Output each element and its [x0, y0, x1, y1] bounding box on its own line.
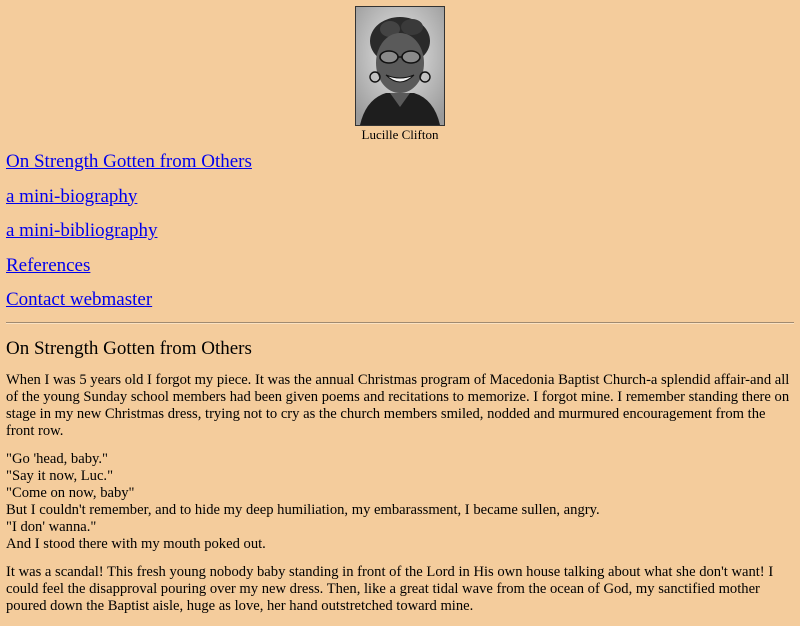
- article-title: On Strength Gotten from Others: [6, 338, 252, 359]
- article-dialogue: [6, 451, 796, 553]
- nav-link-mini-bibliography[interactable]: a mini-bibliography: [6, 220, 158, 241]
- article: [6, 337, 796, 626]
- nav-link-mini-biography[interactable]: a mini-biography: [6, 185, 138, 207]
- dialogue-line: But I couldn't remember, and to hide my deep humiliation, my embarassment, I became sullen, angry.: [6, 502, 600, 518]
- navigation-links: [6, 150, 252, 323]
- nav-link-on-strength[interactable]: On Strength Gotten from Others: [6, 151, 252, 172]
- nav-link-references[interactable]: References: [6, 254, 91, 276]
- author-photo: [355, 6, 445, 126]
- photo-caption: Lucille Clifton: [361, 127, 439, 142]
- dialogue-line: "I don' wanna.": [6, 519, 97, 535]
- dialogue-line: "Come on now, baby": [6, 485, 135, 501]
- header: [0, 6, 800, 143]
- dialogue-line: "Go 'head, baby.": [6, 451, 108, 467]
- article-paragraph-3: It was a scandal! This fresh young nobody baby standing in front of the Lord in His own house talking about what she don't want! I could feel the disapproval pouring over my new dress. Then, like a great tidal wave from the ocean of God, my sanctified mother poured down the Baptist aisle, huge as love, her hand outstretched toward mine.: [6, 564, 774, 614]
- nav-link-contact-webmaster[interactable]: Contact webmaster: [6, 289, 153, 310]
- dialogue-line: "Say it now, Luc.": [6, 468, 114, 484]
- article-paragraph-1: When I was 5 years old I forgot my piece. It was the annual Christmas program of Macedonia Baptist Church-a splendid affair-and all of the young Sunday school members had been given poems and recitations to memorize. I forgot mine. I remember standing there on stage in my new Christmas dress, trying not to cry as the church members smiled, nodded and murmured encouragement from the front row.: [6, 372, 790, 439]
- dialogue-line: And I stood there with my mouth poked out.: [6, 536, 266, 552]
- horizontal-divider: [6, 322, 794, 324]
